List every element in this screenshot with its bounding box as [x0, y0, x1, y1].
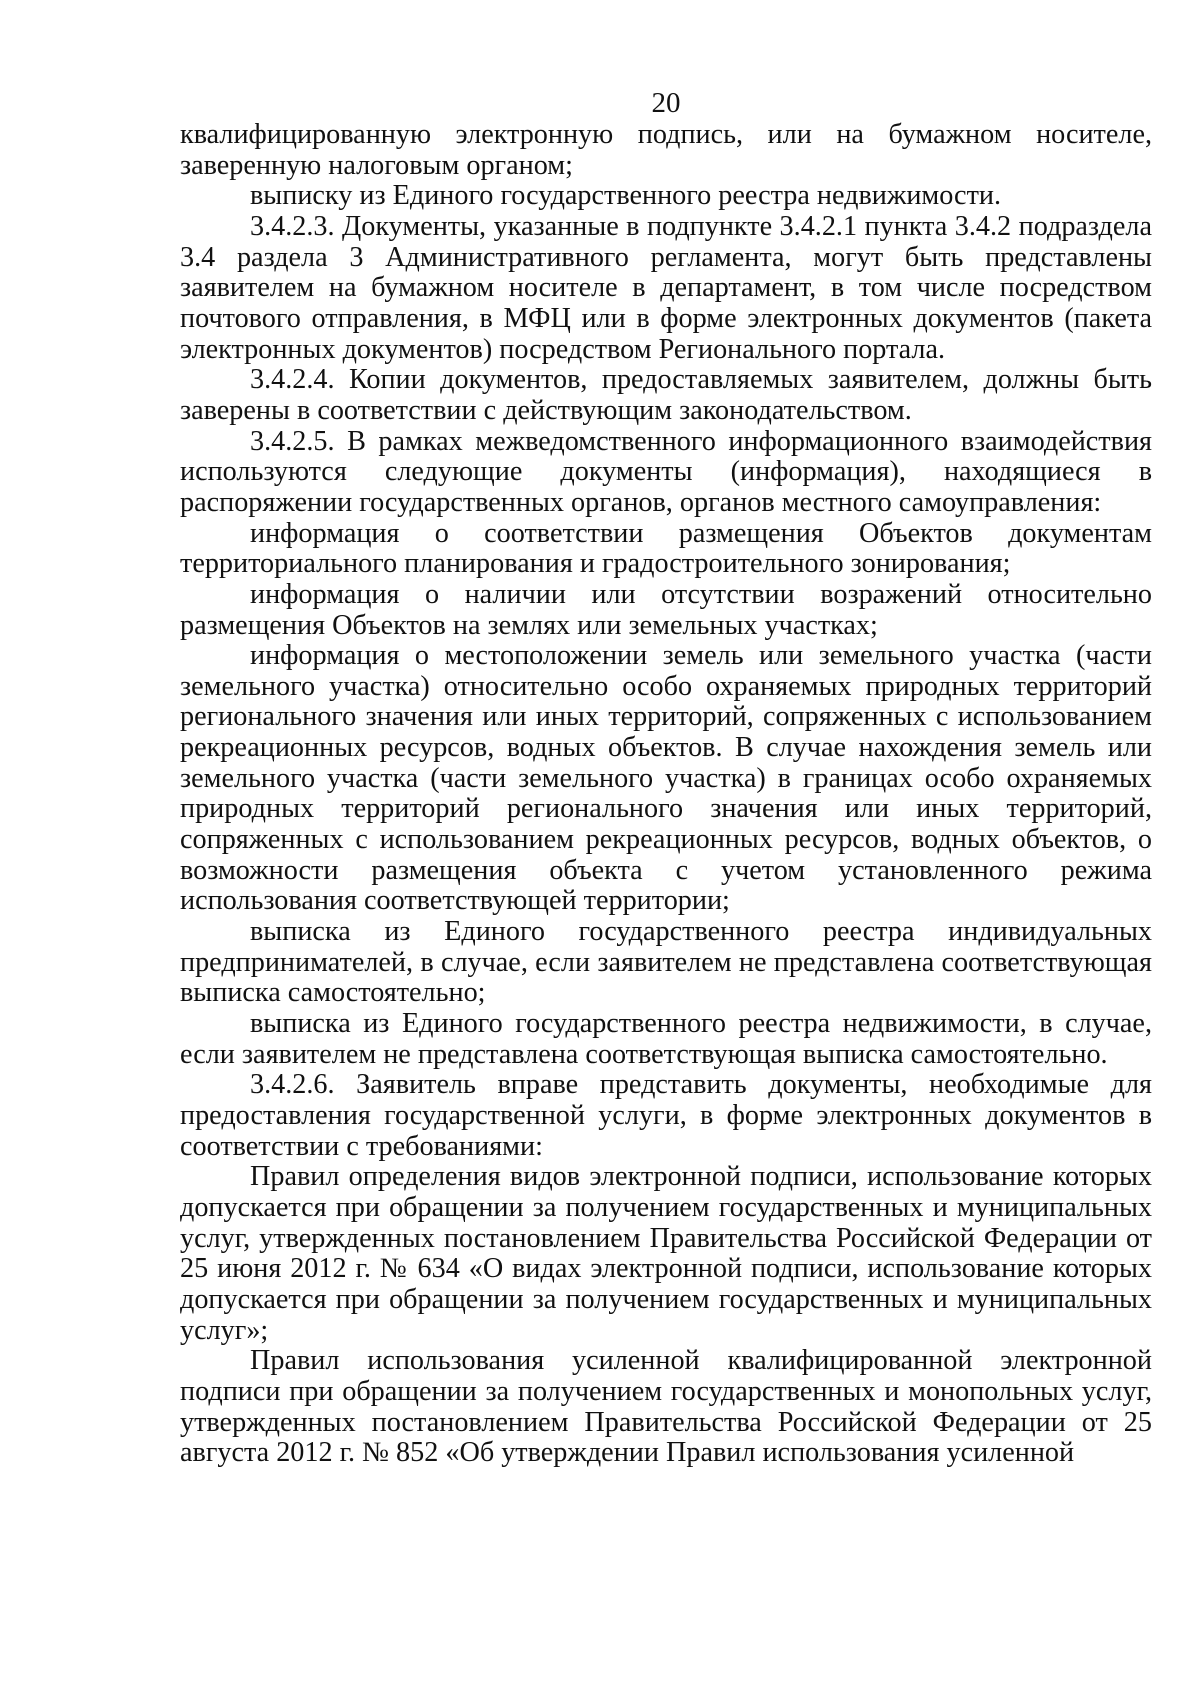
- paragraph: информация о соответствии размещения Объектов документам территориального планирования и градостроительного зонирования;: [180, 517, 1152, 580]
- paragraph: 3.4.2.4. Копии документов, предоставляемых заявителем, должны быть заверены в соответствии с действующим законодательством.: [180, 364, 1152, 426]
- paragraph: информация о местоположении земель или земельного участка (части земельного участка) относительно особо охраняемых природных территорий регионального значения или иных территорий, сопряженных с использованием рекреационных ресурсов, водных объектов. В случае нахождения земель или земельного участка (части земельного участка) в границах особо охраняемых природных территорий регионального значения или иных территорий, сопряженных с использованием рекреационных ресурсов, водных объектов, о возможности размещения объекта с учетом установленного режима использования соответствующей территории;: [180, 640, 1152, 917]
- paragraph: Правил использования усиленной квалифицированной электронной подписи при обращении за получением государственных и монопольных услуг, утвержденных постановлением Правительства Российской Федерации от 25 августа 2012 г. № 852 «Об утверждении Правил использования усиленной: [180, 1345, 1152, 1469]
- paragraph: 3.4.2.5. В рамках межведомственного информационного взаимодействия используются следующие документы (информация), находящиеся в распоряжении государственных органов, органов местного самоуправления:: [180, 425, 1152, 518]
- paragraph: информация о наличии или отсутствии возражений относительно размещения Объектов на землях или земельных участках;: [180, 578, 1152, 641]
- paragraph: выписка из Единого государственного реестра недвижимости, в случае, если заявителем не представлена соответствующая выписка самостоятельно.: [180, 1008, 1152, 1070]
- document-body: [180, 120, 1152, 1469]
- paragraph: 3.4.2.3. Документы, указанные в подпункте 3.4.2.1 пункта 3.4.2 подраздела 3.4 раздела 3 Административного регламента, могут быть представлены заявителем на бумажном носителе в департамент, в том числе посредством почтового отправления, в МФЦ или в форме электронных документов (пакета электронных документов) посредством Регионального портала.: [180, 210, 1152, 365]
- page-number: 20: [651, 87, 681, 119]
- paragraph: 3.4.2.6. Заявитель вправе представить документы, необходимые для предоставления государственной услуги, в форме электронных документов в соответствии с требованиями:: [180, 1069, 1152, 1162]
- paragraph: Правил определения видов электронной подписи, использование которых допускается при обращении за получением государственных и муниципальных услуг, утвержденных постановлением Правительства Российской Федерации от 25 июня 2012 г. № 634 «О видах электронной подписи, использование которых допускается при обращении за получением государственных и муниципальных услуг»;: [180, 1161, 1152, 1346]
- paragraph: квалифицированную электронную подпись, или на бумажном носителе, заверенную налоговым органом;: [180, 119, 1152, 181]
- paragraph: выписку из Единого государственного реестра недвижимости.: [250, 180, 1002, 212]
- paragraph: выписка из Единого государственного реестра индивидуальных предпринимателей, в случае, если заявителем не представлена соответствующая выписка самостоятельно;: [180, 916, 1152, 1009]
